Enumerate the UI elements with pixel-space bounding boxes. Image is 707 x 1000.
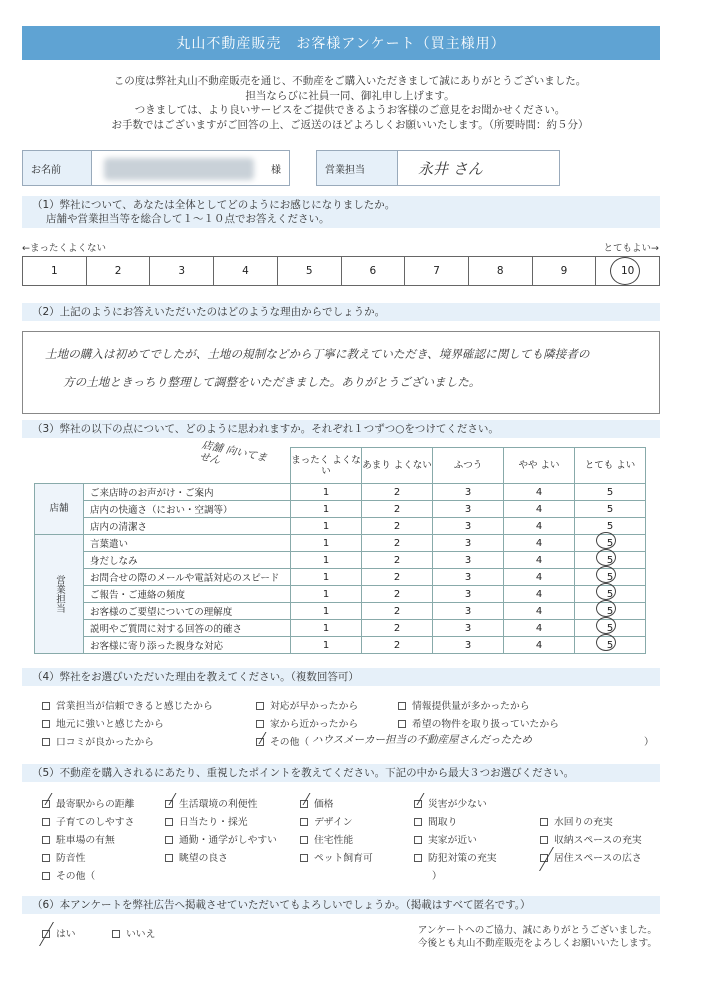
q5-option-label: 日当たり・採光 bbox=[179, 817, 248, 828]
scale-cell[interactable]: 8 bbox=[469, 257, 533, 285]
rating-option[interactable]: 2 bbox=[362, 484, 433, 501]
q5-option[interactable] bbox=[540, 832, 642, 846]
rating-option[interactable]: 5 bbox=[575, 552, 646, 569]
q5-option-label: 防音性 bbox=[56, 853, 86, 864]
row-label: ご来店時のお声がけ・ご案内 bbox=[84, 484, 291, 501]
checkbox[interactable] bbox=[398, 720, 406, 728]
q4-other-text: ハウスメーカー担当の不動産屋さんだったため bbox=[312, 734, 532, 746]
table-row bbox=[35, 569, 646, 586]
rating-option[interactable]: 1 bbox=[291, 569, 362, 586]
q4-option-label: 営業担当が信頼できると感じたから bbox=[56, 701, 213, 712]
selected-circle-mark bbox=[596, 634, 616, 651]
selected-circle-mark bbox=[596, 583, 616, 600]
q1-heading-line: （1）弊社について、あなたは全体としてどのようにお感じになりましたか。 bbox=[32, 199, 396, 211]
redacted-name bbox=[104, 158, 254, 180]
q5-option-label: 駐車場の有無 bbox=[56, 835, 115, 846]
checkbox[interactable] bbox=[540, 836, 548, 844]
q5-other-close: ） bbox=[432, 871, 442, 882]
q5-option-label: 眺望の良さ bbox=[179, 853, 228, 864]
checkbox[interactable] bbox=[398, 702, 406, 710]
rating-option[interactable]: 1 bbox=[291, 603, 362, 620]
q4-option-label: その他（ bbox=[270, 737, 310, 748]
checkbox[interactable] bbox=[42, 720, 50, 728]
rating-option[interactable]: 2 bbox=[362, 535, 433, 552]
staff-field[interactable] bbox=[398, 150, 560, 186]
q5-option[interactable] bbox=[300, 850, 373, 864]
rating-option[interactable]: 2 bbox=[362, 637, 433, 654]
rating-option[interactable]: 3 bbox=[433, 501, 504, 518]
scale-left-label: ←まったくよくない bbox=[22, 243, 106, 254]
rating-option[interactable]: 3 bbox=[433, 569, 504, 586]
rating-option[interactable]: 2 bbox=[362, 603, 433, 620]
q6-option-label: いいえ bbox=[126, 929, 156, 940]
checkbox[interactable] bbox=[414, 818, 422, 826]
q5-heading: （5）不動産を購入されるにあたり、重視したポイントを教えてください。下記の中から最大３つお選びください。 bbox=[22, 764, 660, 782]
table-row bbox=[35, 586, 646, 603]
checkbox[interactable] bbox=[414, 854, 422, 862]
rating-option[interactable]: 5 bbox=[575, 620, 646, 637]
scale-right-label: とてもよい→ bbox=[603, 243, 659, 254]
rating-option[interactable]: 5 bbox=[575, 603, 646, 620]
rating-option[interactable]: 2 bbox=[362, 586, 433, 603]
q4-option-label: 口コミが良かったから bbox=[56, 737, 154, 748]
selected-circle-mark bbox=[596, 549, 616, 566]
closing-line: 今後とも丸山不動産販売をよろしくお願いいたします。 bbox=[417, 938, 657, 949]
scale-cell[interactable]: 10 bbox=[620, 265, 635, 277]
rating-option[interactable]: 4 bbox=[504, 637, 575, 654]
q4-option[interactable] bbox=[42, 698, 213, 712]
q5-option[interactable] bbox=[165, 850, 228, 864]
scale-cell[interactable]: 3 bbox=[150, 257, 214, 285]
q5-option[interactable] bbox=[42, 832, 115, 846]
scale-cell[interactable]: 6 bbox=[342, 257, 406, 285]
checkbox[interactable] bbox=[256, 702, 264, 710]
rating-option[interactable]: 2 bbox=[362, 518, 433, 535]
rating-option[interactable]: 1 bbox=[291, 501, 362, 518]
scale-cell[interactable]: 9 bbox=[533, 257, 597, 285]
q5-option-label: 災害が少ない bbox=[428, 799, 487, 810]
table-row bbox=[35, 603, 646, 620]
rating-option[interactable]: 3 bbox=[433, 586, 504, 603]
col-header: あまり よくない bbox=[362, 448, 433, 484]
col-header: とても よい bbox=[575, 448, 646, 484]
row-label: 店内の清潔さ bbox=[84, 518, 291, 535]
rating-option[interactable]: 4 bbox=[504, 552, 575, 569]
q4-option[interactable] bbox=[398, 698, 530, 712]
q5-option-label: 居住スペースの広さ bbox=[554, 853, 642, 864]
intro-line: 担当ならびに社員一同、御礼申し上げます。 bbox=[245, 89, 455, 102]
rating-option[interactable]: 1 bbox=[291, 535, 362, 552]
q5-option-label: 生活環境の利便性 bbox=[179, 799, 258, 810]
q5-option-label: 子育てのしやすさ bbox=[56, 817, 135, 828]
q4-other-close: ） bbox=[644, 737, 654, 748]
closing-message bbox=[418, 924, 657, 950]
col-header: やや よい bbox=[504, 448, 575, 484]
row-label: 言葉遣い bbox=[84, 535, 291, 552]
selected-circle-mark bbox=[610, 257, 640, 285]
q5-option[interactable] bbox=[165, 814, 248, 828]
name-label: お名前 bbox=[22, 150, 92, 186]
scale-cell[interactable]: 2 bbox=[87, 257, 151, 285]
name-row bbox=[22, 150, 560, 186]
q4-option[interactable] bbox=[42, 734, 154, 748]
q2-answer-box[interactable] bbox=[22, 331, 660, 414]
q4-option-label: 地元に強いと感じたから bbox=[56, 719, 164, 730]
q5-option-label: ペット飼育可 bbox=[314, 853, 373, 864]
checkbox[interactable] bbox=[42, 872, 50, 880]
q3-handwritten-note: 店舗 向いてません bbox=[198, 438, 269, 467]
row-label: お客様のご要望についての理解度 bbox=[84, 603, 291, 620]
row-label: 店内の快適さ（におい・空調等） bbox=[84, 501, 291, 518]
checkbox[interactable] bbox=[42, 854, 50, 862]
rating-option[interactable]: 5 bbox=[575, 518, 646, 535]
intro-line: つきましては、より良いサービスをご提供できるようお客様のご意見をお聞かせください。 bbox=[134, 104, 566, 116]
q5-option-label: 実家が近い bbox=[428, 835, 477, 846]
q5-option-label: 水回りの充実 bbox=[554, 817, 613, 828]
q3-rating-table bbox=[34, 447, 646, 654]
rating-option[interactable]: 3 bbox=[433, 518, 504, 535]
scale-cell[interactable]: 7 bbox=[405, 257, 469, 285]
rating-option[interactable]: 2 bbox=[362, 569, 433, 586]
rating-option[interactable]: 3 bbox=[433, 535, 504, 552]
checkbox[interactable] bbox=[165, 818, 173, 826]
checkbox[interactable] bbox=[112, 930, 120, 938]
q5-option-label: デザイン bbox=[314, 817, 353, 828]
checkbox[interactable] bbox=[256, 720, 264, 728]
table-row bbox=[35, 535, 646, 552]
q5-option[interactable] bbox=[540, 814, 613, 828]
q5-option-label: 最寄駅からの距離 bbox=[56, 799, 135, 810]
checkbox[interactable] bbox=[165, 854, 173, 862]
row-label: 身だしなみ bbox=[84, 552, 291, 569]
rating-option[interactable]: 4 bbox=[504, 586, 575, 603]
rating-option[interactable]: 3 bbox=[433, 637, 504, 654]
rating-option[interactable]: 4 bbox=[504, 620, 575, 637]
col-header: まったく よくない bbox=[291, 448, 362, 484]
q4-heading: （4）弊社をお選びいただいた理由を教えてください。（複数回答可） bbox=[22, 668, 660, 686]
title-text: 丸山不動産販売 お客様アンケート（買主様用） bbox=[176, 36, 506, 52]
q5-option-label: 間取り bbox=[428, 817, 458, 828]
rating-option[interactable]: 1 bbox=[291, 586, 362, 603]
rating-option[interactable]: 1 bbox=[291, 484, 362, 501]
q5-option[interactable] bbox=[414, 814, 457, 828]
col-header: ふつう bbox=[433, 448, 504, 484]
q5-option-label: 防犯対策の充実 bbox=[428, 853, 497, 864]
row-label: ご報告・ご連絡の頻度 bbox=[84, 586, 291, 603]
checkbox[interactable] bbox=[300, 818, 308, 826]
rating-option[interactable]: 1 bbox=[291, 620, 362, 637]
q5-option-label: 通勤・通学がしやすい bbox=[179, 835, 277, 846]
rating-option[interactable]: 1 bbox=[291, 637, 362, 654]
q1-heading-line: 店舗や営業担当等を総合して１～１０点でお答えください。 bbox=[46, 213, 330, 225]
rating-option[interactable]: 1 bbox=[291, 552, 362, 569]
q6-option-label: はい bbox=[56, 929, 76, 940]
row-label: お問合せの際のメールや電話対応のスピード bbox=[84, 569, 291, 586]
intro-line: この度は弊社丸山不動産販売を通じ、不動産をご購入いただきまして誠にありがとうございました。 bbox=[113, 75, 587, 87]
rating-option[interactable]: 5 bbox=[575, 501, 646, 518]
group-label: 営業担当 bbox=[35, 535, 84, 654]
q5-option-label: その他（ bbox=[56, 871, 96, 882]
q5-option[interactable] bbox=[42, 850, 85, 864]
rating-option[interactable]: 5 bbox=[575, 586, 646, 603]
checkbox[interactable] bbox=[300, 836, 308, 844]
staff-value: 永井 さん bbox=[418, 159, 483, 178]
rating-option[interactable]: 2 bbox=[362, 501, 433, 518]
rating-option[interactable]: 3 bbox=[433, 603, 504, 620]
name-suffix: 様 bbox=[271, 164, 281, 176]
q5-option-label: 住宅性能 bbox=[314, 835, 354, 846]
selected-circle-mark bbox=[596, 600, 616, 617]
q4-option-label: 情報提供量が多かったから bbox=[412, 701, 530, 712]
q5-option[interactable] bbox=[414, 832, 477, 846]
row-label: 説明やご質問に対する回答の的確さ bbox=[84, 620, 291, 637]
rating-option[interactable]: 4 bbox=[504, 535, 575, 552]
name-field[interactable] bbox=[92, 150, 290, 186]
checkbox[interactable] bbox=[42, 702, 50, 710]
rating-option[interactable]: 5 bbox=[575, 637, 646, 654]
q5-option[interactable] bbox=[165, 832, 277, 846]
rating-option[interactable]: 4 bbox=[504, 501, 575, 518]
table-row bbox=[35, 484, 646, 501]
table-row bbox=[35, 620, 646, 637]
q4-option[interactable] bbox=[42, 716, 164, 730]
checkbox[interactable] bbox=[42, 738, 50, 746]
q5-option-label: 価格 bbox=[314, 799, 334, 810]
checkbox[interactable] bbox=[42, 818, 50, 826]
table-row bbox=[35, 552, 646, 569]
q2-heading: （2）上記のようにお答えいただいたのはどのような理由からでしょうか。 bbox=[22, 303, 660, 321]
q5-option[interactable] bbox=[300, 832, 353, 846]
group-label: 店舗 bbox=[35, 484, 84, 535]
scale-cell[interactable]: 1 bbox=[23, 257, 87, 285]
q4-option-label: 対応が早かったから bbox=[270, 701, 359, 712]
rating-option[interactable]: 4 bbox=[504, 569, 575, 586]
q5-option[interactable] bbox=[414, 850, 497, 864]
selected-circle-mark bbox=[596, 617, 616, 634]
page-title bbox=[22, 26, 660, 60]
rating-option[interactable]: 2 bbox=[362, 620, 433, 637]
checkbox[interactable] bbox=[414, 836, 422, 844]
q5-option-label: 収納スペースの充実 bbox=[554, 835, 642, 846]
checkbox[interactable] bbox=[540, 818, 548, 826]
rating-option[interactable]: 4 bbox=[504, 603, 575, 620]
rating-option[interactable]: 4 bbox=[504, 518, 575, 535]
staff-label: 営業担当 bbox=[316, 150, 398, 186]
selected-circle-mark bbox=[596, 566, 616, 583]
q3-heading: （3）弊社の以下の点について、どのように思われますか。それぞれ１つずつ○をつけてください。 bbox=[22, 420, 660, 438]
q5-option[interactable] bbox=[300, 814, 353, 828]
checkbox[interactable] bbox=[165, 836, 173, 844]
rating-option[interactable]: 5 bbox=[575, 569, 646, 586]
scale-cell[interactable]: 5 bbox=[278, 257, 342, 285]
rating-option[interactable]: 1 bbox=[291, 518, 362, 535]
q2-answer-line: 方の土地ときっちり整理して調整をいただきました。ありがとうございました。 bbox=[63, 375, 481, 389]
selected-circle-mark bbox=[596, 532, 616, 549]
rating-option[interactable]: 5 bbox=[575, 535, 646, 552]
q5-option[interactable] bbox=[42, 814, 134, 828]
rating-option[interactable]: 4 bbox=[504, 484, 575, 501]
rating-scale bbox=[22, 256, 660, 286]
rating-option[interactable]: 3 bbox=[433, 552, 504, 569]
row-label: お客様に寄り添った親身な対応 bbox=[84, 637, 291, 654]
rating-option[interactable]: 3 bbox=[433, 484, 504, 501]
q4-option[interactable] bbox=[256, 716, 358, 730]
checkbox[interactable] bbox=[300, 854, 308, 862]
q4-option-label: 希望の物件を取り扱っていたから bbox=[412, 719, 559, 730]
q6-option-no[interactable] bbox=[112, 926, 155, 940]
q6-heading: （6）本アンケートを弊社広告へ掲載させていただいてもよろしいでしょうか。（掲載はすべて匿名です。） bbox=[22, 896, 660, 914]
q5-option[interactable] bbox=[42, 868, 95, 882]
q4-option[interactable] bbox=[398, 716, 559, 730]
q4-option-label: 家から近かったから bbox=[270, 719, 359, 730]
intro-text bbox=[40, 74, 660, 132]
q1-heading bbox=[22, 196, 660, 228]
table-row bbox=[35, 501, 646, 518]
table-row bbox=[35, 637, 646, 654]
rating-option[interactable]: 5 bbox=[575, 484, 646, 501]
q2-answer-line: 土地の購入は初めてでしたが、土地の規制などから丁寧に教えていただき、境界確認に関しても隣接者の bbox=[45, 347, 590, 361]
table-row bbox=[35, 518, 646, 535]
scale-cell[interactable]: 4 bbox=[214, 257, 278, 285]
checkbox[interactable] bbox=[42, 836, 50, 844]
intro-line: お手数ではございますがご回答の上、ご返送のほどよろしくお願いいたします。（所要時間：約５分） bbox=[111, 118, 589, 131]
rating-option[interactable]: 3 bbox=[433, 620, 504, 637]
q4-option[interactable] bbox=[256, 698, 358, 712]
rating-option[interactable]: 2 bbox=[362, 552, 433, 569]
closing-line: アンケートへのご協力、誠にありがとうございました。 bbox=[417, 925, 657, 936]
